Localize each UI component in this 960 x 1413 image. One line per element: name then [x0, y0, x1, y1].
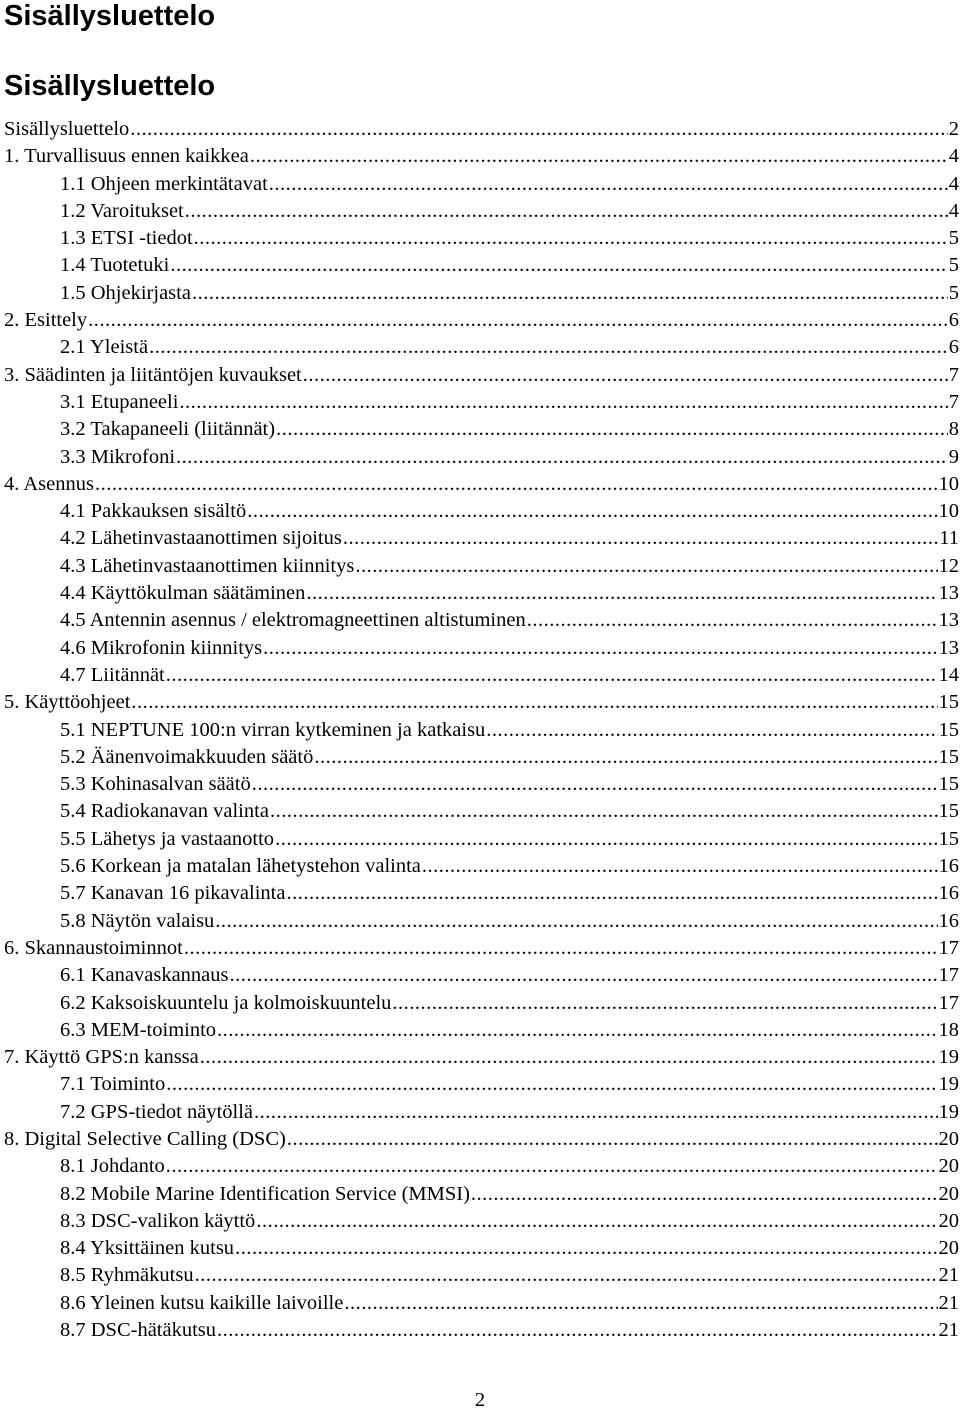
toc-entry-page: 17 [938, 991, 959, 1014]
toc-entry[interactable] [4, 1126, 959, 1153]
toc-entry-label: 5.3 Kohinasalvan säätö [60, 773, 251, 796]
toc-entry[interactable] [4, 1290, 959, 1317]
toc-entry-label: 8.3 DSC-valikon käyttö [60, 1209, 256, 1232]
toc-entry-label: 5.7 Kanavan 16 pikavalinta [60, 882, 286, 905]
toc-entry-page: 13 [938, 582, 959, 605]
toc-dot-leader [275, 826, 937, 853]
toc-entry[interactable] [4, 444, 959, 471]
page-number: 2 [474, 1389, 486, 1411]
toc-entry[interactable] [4, 1208, 959, 1235]
toc-dot-leader [344, 1290, 937, 1317]
toc-entry-page: 15 [938, 718, 959, 741]
toc-entry-page: 11 [939, 527, 959, 550]
toc-entry[interactable] [4, 990, 959, 1017]
toc-entry-page: 4 [948, 172, 959, 195]
toc-entry-page: 5 [948, 254, 959, 277]
toc-dot-leader [527, 607, 938, 634]
toc-entry-page: 19 [938, 1046, 959, 1069]
toc-dot-leader [179, 389, 947, 416]
toc-entry[interactable] [4, 717, 959, 744]
toc-entry-page: 20 [938, 1237, 959, 1260]
toc-dot-leader [263, 635, 937, 662]
toc-entry-label: 8.2 Mobile Marine Identification Service (MMSI) [60, 1182, 470, 1205]
toc-dot-leader [250, 143, 948, 170]
toc-entry-page: 6 [948, 309, 959, 332]
toc-entry-label: 1.4 Tuotetuki [60, 254, 170, 277]
toc-entry-page: 17 [938, 936, 959, 959]
toc-entry-label: 7. Käyttö GPS:n kanssa [4, 1046, 199, 1069]
toc-entry-label: 4.7 Liitännät [60, 663, 165, 686]
toc-entry[interactable] [4, 798, 959, 825]
toc-entry-page: 21 [938, 1264, 959, 1287]
toc-entry-label: 3.3 Mikrofoni [60, 445, 176, 468]
toc-entry[interactable] [4, 908, 959, 935]
toc-entry-label: 8.6 Yleinen kutsu kaikille laivoille [60, 1291, 344, 1314]
toc-entry-page: 14 [938, 663, 959, 686]
toc-entry-label: 4.1 Pakkauksen sisältö [60, 500, 247, 523]
toc-entry[interactable] [4, 1099, 959, 1126]
toc-entry[interactable] [4, 471, 959, 498]
toc-dot-leader [343, 525, 938, 552]
toc-dot-leader [355, 553, 937, 580]
toc-entry-label: 8.7 DSC-hätäkutsu [60, 1319, 217, 1342]
toc-entry[interactable] [4, 280, 959, 307]
toc-entry[interactable] [4, 1044, 959, 1071]
toc-entry[interactable] [4, 553, 959, 580]
toc-entry-label: 5.6 Korkean ja matalan lähetystehon valinta [60, 855, 421, 878]
toc-dot-leader [194, 225, 948, 252]
toc-dot-leader [88, 307, 948, 334]
toc-entry-page: 16 [938, 909, 959, 932]
toc-entry-label: 6.2 Kaksoiskuuntelu ja kolmoiskuuntelu [60, 991, 392, 1014]
toc-entry[interactable] [4, 498, 959, 525]
toc-dot-leader [254, 1099, 937, 1126]
toc-dot-leader [486, 717, 937, 744]
toc-entry[interactable] [4, 1317, 959, 1344]
toc-entry-page: 19 [938, 1073, 959, 1096]
toc-entry-label: 1. Turvallisuus ennen kaikkea [4, 145, 249, 168]
toc-dot-leader [192, 280, 948, 307]
toc-entry[interactable] [4, 580, 959, 607]
toc-entry-label: 5. Käyttöohjeet [4, 691, 131, 714]
toc-entry-page: 10 [938, 500, 959, 523]
toc-dot-leader [166, 1153, 938, 1180]
table-of-contents [4, 116, 960, 1344]
toc-entry-page: 7 [948, 363, 959, 386]
toc-entry-page: 7 [948, 390, 959, 413]
toc-entry-label: 8. Digital Selective Calling (DSC) [4, 1127, 286, 1150]
toc-dot-leader [270, 798, 938, 825]
toc-entry[interactable] [4, 362, 959, 389]
toc-entry[interactable] [4, 1153, 959, 1180]
toc-entry[interactable] [4, 689, 959, 716]
toc-entry-label: 1.5 Ohjekirjasta [60, 281, 191, 304]
toc-dot-leader [217, 1017, 937, 1044]
toc-entry-page: 17 [938, 964, 959, 987]
toc-entry[interactable] [4, 826, 959, 853]
toc-entry-page: 9 [948, 445, 959, 468]
toc-entry-label: Sisällysluettelo [4, 118, 130, 140]
toc-entry-label: 5.1 NEPTUNE 100:n virran kytkeminen ja katkaisu [60, 718, 486, 741]
toc-entry-label: 3. Säädinten ja liitäntöjen kuvaukset [4, 363, 302, 386]
toc-entry-label: 6.3 MEM-toiminto [60, 1018, 217, 1041]
toc-entry-page: 20 [938, 1127, 959, 1150]
toc-dot-leader [217, 1317, 937, 1344]
toc-dot-leader [215, 908, 937, 935]
toc-entry[interactable] [4, 525, 959, 552]
toc-entry[interactable] [4, 389, 959, 416]
toc-entry-label: 3.2 Takapaneeli (liitännät) [60, 418, 276, 441]
toc-entry[interactable] [4, 962, 959, 989]
toc-entry[interactable] [4, 252, 959, 279]
toc-entry-page: 15 [938, 691, 959, 714]
toc-entry[interactable] [4, 1017, 959, 1044]
toc-heading: Sisällysluettelo [4, 70, 216, 102]
page-title: Sisällysluettelo [4, 0, 216, 32]
toc-entry[interactable] [4, 143, 959, 170]
toc-entry-label: 5.8 Näytön valaisu [60, 909, 215, 932]
toc-dot-leader [392, 990, 937, 1017]
toc-entry-label: 2.1 Yleistä [60, 336, 149, 359]
toc-entry-label: 6. Skannaustoiminnot [4, 936, 183, 959]
toc-dot-leader [166, 662, 938, 689]
toc-entry[interactable] [4, 171, 959, 198]
toc-entry-page: 16 [938, 855, 959, 878]
toc-dot-leader [130, 116, 947, 143]
toc-entry[interactable] [4, 607, 959, 634]
toc-dot-leader [276, 416, 948, 443]
toc-entry[interactable] [4, 662, 959, 689]
toc-entry-label: 1.1 Ohjeen merkintätavat [60, 172, 268, 195]
toc-entry-page: 4 [948, 199, 959, 222]
toc-entry[interactable] [4, 744, 959, 771]
toc-entry-page: 15 [938, 745, 959, 768]
toc-entry[interactable] [4, 307, 959, 334]
toc-dot-leader [269, 171, 948, 198]
toc-entry[interactable] [4, 334, 959, 361]
toc-entry-label: 2. Esittely [4, 309, 88, 332]
toc-dot-leader [306, 580, 937, 607]
toc-dot-leader [256, 1208, 937, 1235]
toc-dot-leader [314, 744, 937, 771]
toc-entry-page: 18 [938, 1018, 959, 1041]
toc-entry-label: 4.6 Mikrofonin kiinnitys [60, 636, 263, 659]
toc-entry-label: 4.3 Lähetinvastaanottimen kiinnitys [60, 554, 355, 577]
toc-entry[interactable] [4, 771, 959, 798]
toc-dot-leader [176, 444, 948, 471]
toc-dot-leader [185, 198, 948, 225]
toc-entry-page: 16 [938, 882, 959, 905]
toc-dot-leader [166, 1071, 937, 1098]
toc-entry-page: 15 [938, 800, 959, 823]
toc-entry-page: 4 [948, 145, 959, 168]
toc-entry[interactable] [4, 853, 959, 880]
toc-entry[interactable] [4, 416, 959, 443]
toc-entry-page: 6 [948, 336, 959, 359]
toc-entry-page: 13 [938, 636, 959, 659]
toc-dot-leader [252, 771, 938, 798]
toc-entry-page: 20 [938, 1209, 959, 1232]
toc-entry-page: 8 [948, 418, 959, 441]
toc-dot-leader [247, 498, 937, 525]
toc-entry[interactable] [4, 225, 959, 252]
toc-dot-leader [230, 962, 938, 989]
toc-entry-page: 15 [938, 827, 959, 850]
toc-entry-page: 20 [938, 1182, 959, 1205]
toc-entry-page: 21 [938, 1291, 959, 1314]
toc-entry-label: 4.5 Antennin asennus / elektromagneettinen altistuminen [60, 609, 526, 632]
toc-entry-label: 1.3 ETSI -tiedot [60, 227, 193, 250]
toc-entry-label: 8.5 Ryhmäkutsu [60, 1264, 194, 1287]
toc-dot-leader [200, 1044, 938, 1071]
toc-entry[interactable] [4, 635, 959, 662]
toc-entry-page: 13 [938, 609, 959, 632]
toc-dot-leader [195, 1262, 938, 1289]
toc-entry-label: 7.1 Toiminto [60, 1073, 166, 1096]
toc-dot-leader [235, 1235, 937, 1262]
toc-entry-label: 8.1 Johdanto [60, 1155, 165, 1178]
toc-dot-leader [287, 1126, 938, 1153]
toc-dot-leader [286, 880, 937, 907]
toc-dot-leader [131, 689, 937, 716]
toc-entry[interactable] [4, 1071, 959, 1098]
toc-entry-label: 6.1 Kanavaskannaus [60, 964, 229, 987]
toc-entry-label: 3.1 Etupaneeli [60, 390, 179, 413]
toc-entry-page: 21 [938, 1319, 959, 1342]
toc-entry-page: 5 [948, 281, 959, 304]
toc-entry-page: 15 [938, 773, 959, 796]
toc-entry[interactable] [4, 880, 959, 907]
toc-entry[interactable] [4, 198, 959, 225]
toc-entry-label: 4.4 Käyttökulman säätäminen [60, 582, 306, 605]
toc-entry-page: 19 [938, 1100, 959, 1123]
toc-entry-label: 4.2 Lähetinvastaanottimen sijoitus [60, 527, 342, 550]
toc-entry[interactable] [4, 116, 959, 143]
toc-entry[interactable] [4, 1262, 959, 1289]
toc-dot-leader [149, 334, 948, 361]
toc-entry-label: 5.4 Radiokanavan valinta [60, 800, 269, 823]
toc-entry[interactable] [4, 935, 959, 962]
toc-dot-leader [95, 471, 938, 498]
toc-entry-page: 12 [938, 554, 959, 577]
toc-entry-page: 20 [938, 1155, 959, 1178]
toc-entry-label: 5.2 Äänenvoimakkuuden säätö [60, 745, 314, 768]
toc-dot-leader [303, 362, 948, 389]
toc-dot-leader [422, 853, 938, 880]
toc-entry-label: 4. Asennus [4, 472, 94, 495]
toc-dot-leader [471, 1181, 938, 1208]
toc-entry-label: 7.2 GPS-tiedot näytöllä [60, 1100, 254, 1123]
toc-entry-page: 10 [938, 472, 959, 495]
toc-entry-label: 5.5 Lähetys ja vastaanotto [60, 827, 275, 850]
toc-entry-label: 1.2 Varoitukset [60, 199, 184, 222]
toc-entry[interactable] [4, 1235, 959, 1262]
toc-dot-leader [184, 935, 938, 962]
toc-dot-leader [170, 252, 947, 279]
toc-entry-page: 5 [948, 227, 959, 250]
toc-entry-page: 2 [948, 118, 959, 140]
toc-entry-label: 8.4 Yksittäinen kutsu [60, 1237, 235, 1260]
toc-entry[interactable] [4, 1181, 959, 1208]
